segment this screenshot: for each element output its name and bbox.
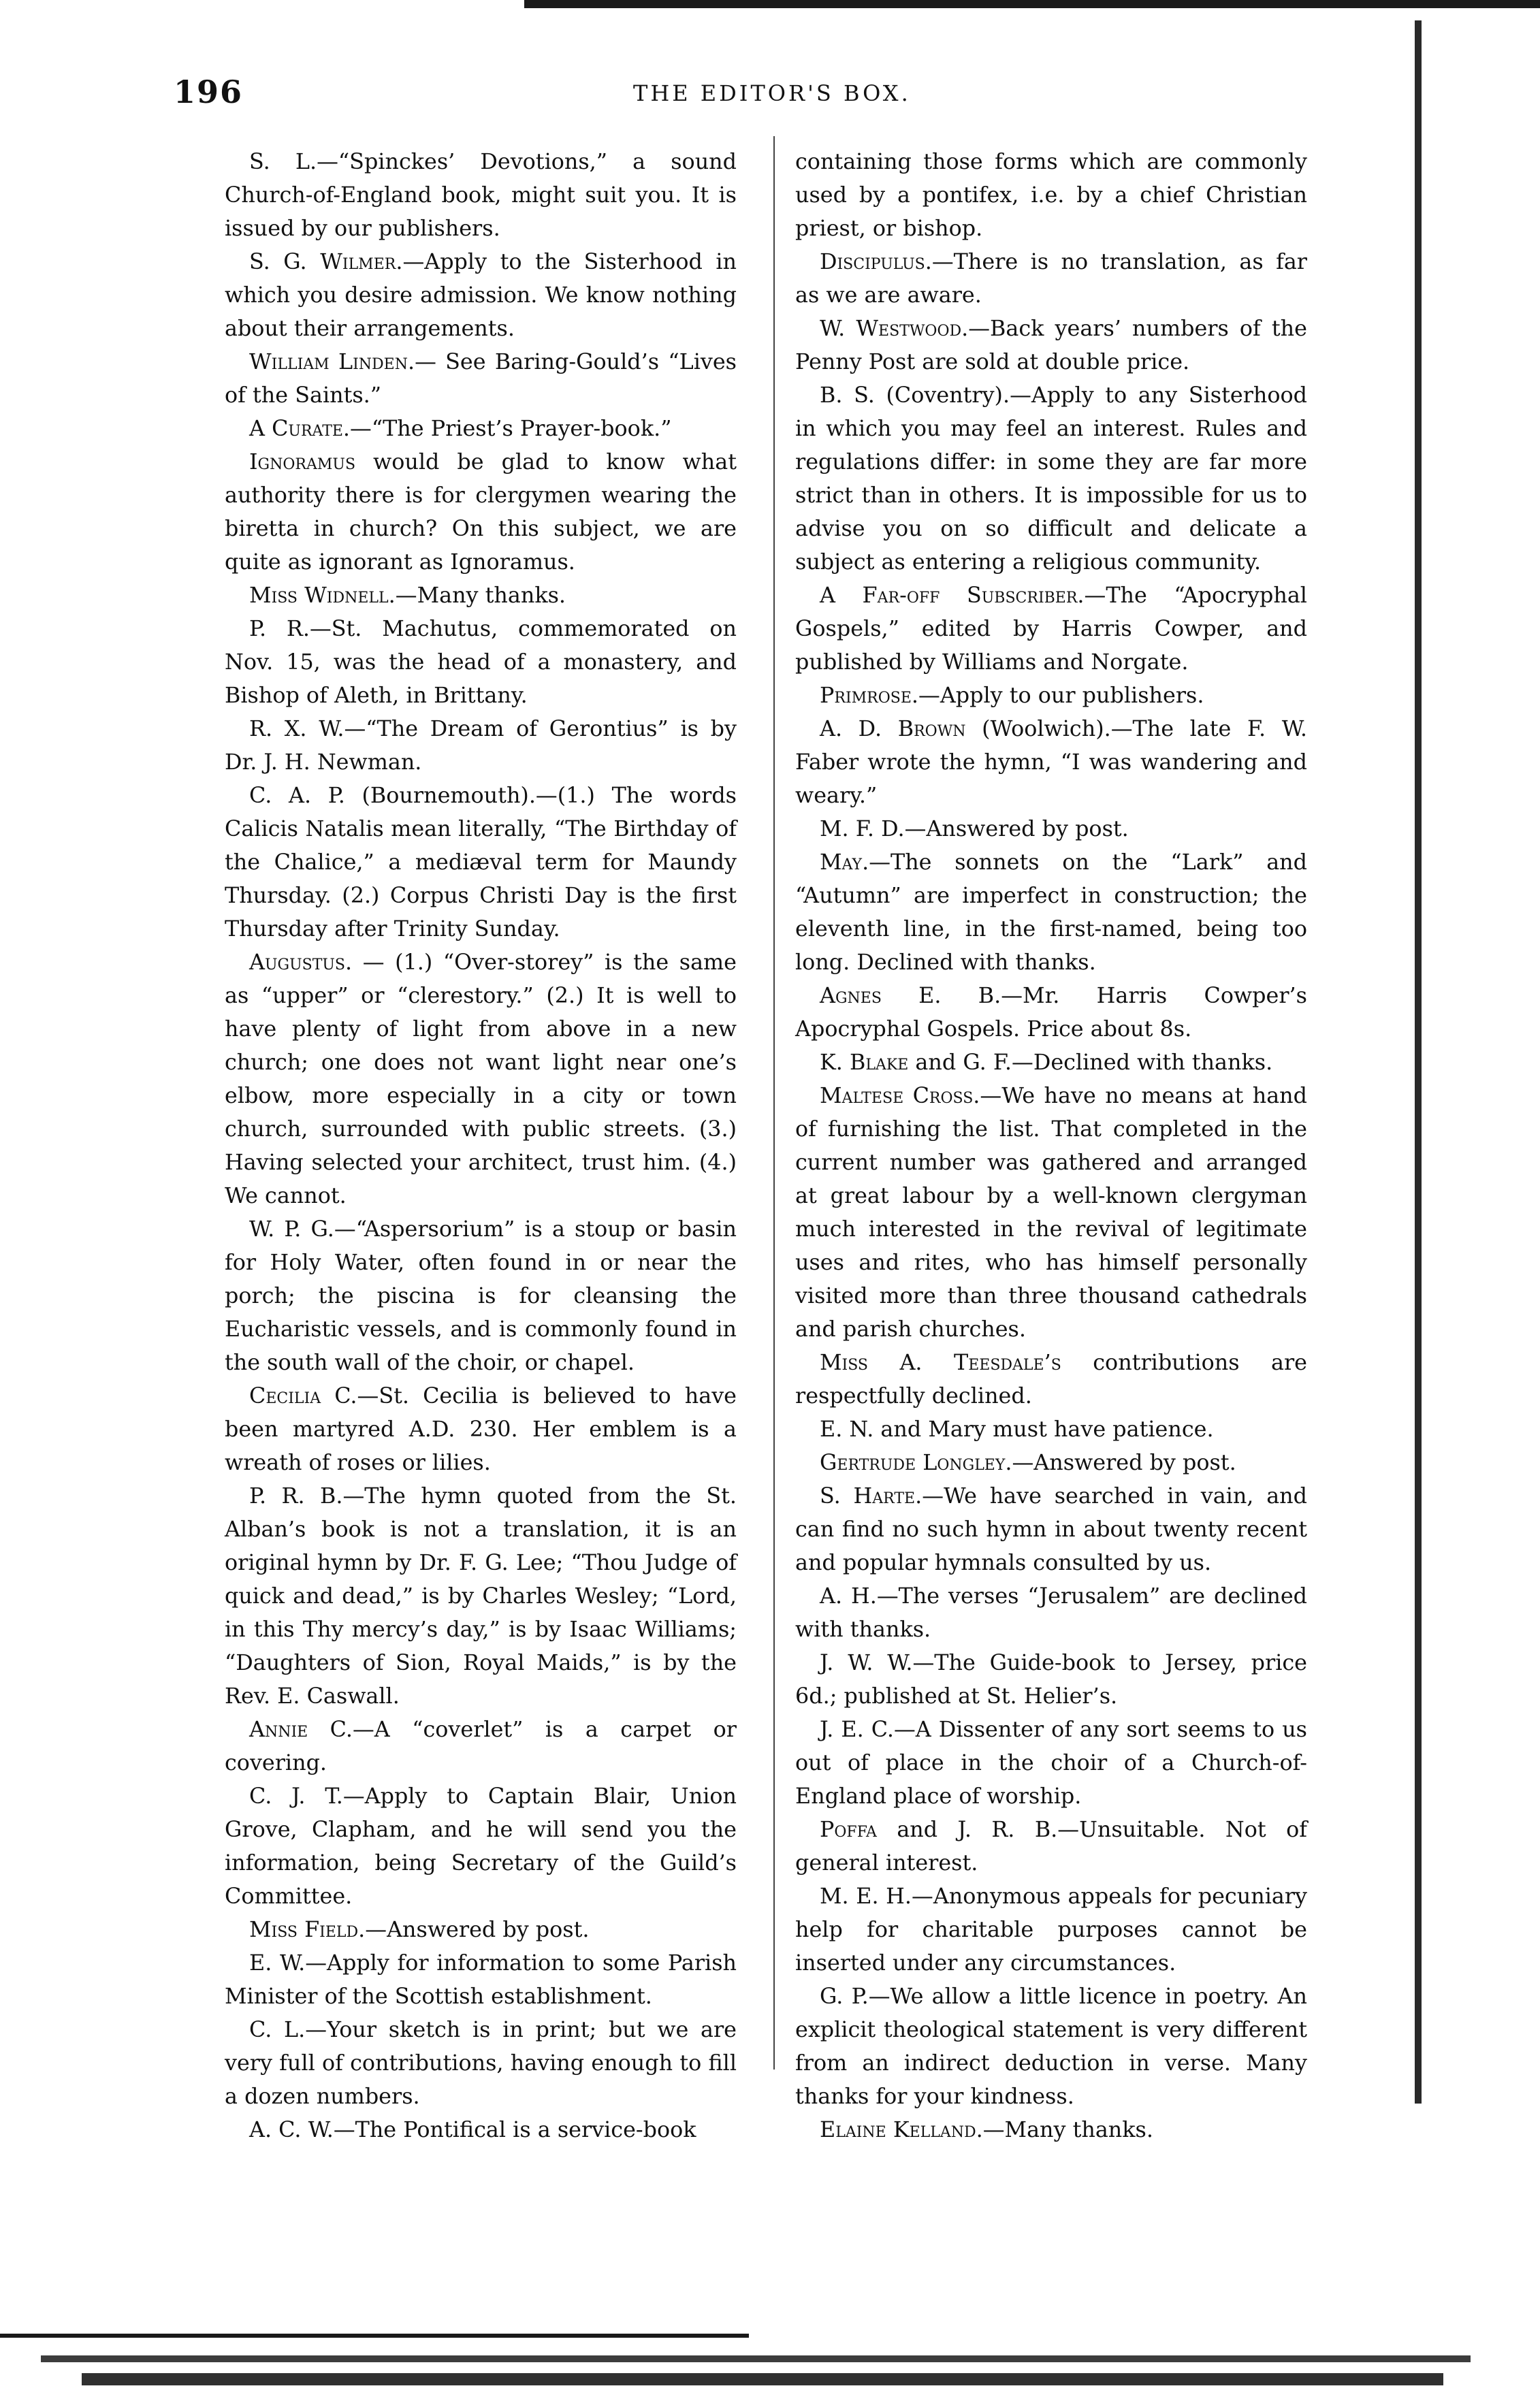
entry-reply: (Bournemouth).—(1.) The words Calicis Natalis mean literally, “The Birthday of the Chalice,” a mediæval term for Maundy Thursday. (2.) Corpus Christi Day is the first Thursday after Trinity Sunday.	[225, 783, 737, 941]
entry-reply: and Mary must have patience.	[873, 1417, 1214, 1442]
entry-correspondent: K. Blake	[820, 1050, 909, 1075]
correspondence-entry	[795, 679, 1307, 712]
correspondence-entry	[795, 1046, 1307, 1079]
bottom-scan-smear	[0, 2274, 1540, 2399]
correspondence-entry	[225, 1379, 737, 1479]
correspondence-entry	[795, 1980, 1307, 2113]
correspondence-entry	[795, 1446, 1307, 1479]
entry-correspondent: B. S.	[820, 383, 875, 408]
entry-reply: —Apply for information to some Parish Minister of the Scottish establishment.	[225, 1950, 737, 2009]
entry-reply: —Many thanks.	[982, 2117, 1153, 2142]
correspondence-entry	[795, 1346, 1307, 1413]
entry-correspondent: Poffa	[820, 1817, 877, 1842]
correspondence-entry	[225, 2013, 737, 2113]
left-column	[225, 145, 737, 2146]
entry-correspondent: R. X. W.	[249, 716, 344, 741]
entry-reply: —Answered by post.	[1012, 1450, 1236, 1475]
entry-reply: —Anonymous appeals for pecuniary help for charitable purposes cannot be inserted under any circumstances.	[795, 1884, 1307, 1976]
entry-correspondent: Augustus.	[249, 950, 353, 975]
entry-reply: (Woolwich).—The late F. W. Faber wrote the hymn, “I was wandering and weary.”	[795, 716, 1307, 808]
correspondence-entry	[795, 312, 1307, 379]
entry-reply: —A Dissenter of any sort seems to us out of place in the choir of a Church-of-England place of worship.	[795, 1717, 1307, 1809]
correspondence-entry	[795, 1813, 1307, 1880]
entry-reply: — (1.) “Over-storey” is the same as “upper” or “clerestory.” (2.) It is well to have plenty of light from above in a new church; one does not want light near one’s elbow, more especially in a city or town church, surrounded with public streets. (3.) Having selected your architect, trust him. (4.) We cannot.	[225, 950, 737, 1208]
entry-reply: and G. F.—Declined with thanks.	[908, 1050, 1273, 1075]
entry-correspondent: William Linden.	[249, 349, 415, 374]
entry-reply: —“The Priest’s Prayer-book.”	[350, 416, 672, 441]
entry-correspondent: C. L.	[249, 2017, 306, 2042]
entry-correspondent: Maltese Cross.	[820, 1083, 980, 1108]
entry-reply: —“Spinckes’ Devotions,” a sound Church-of-England book, might suit you. It is issued by our publishers.	[225, 149, 737, 241]
entry-reply: —The “Apocryphal Gospels,” edited by Harris Cowper, and published by Williams and Norgate.	[795, 583, 1307, 675]
entry-correspondent: Discipulus.	[820, 249, 932, 274]
entry-reply: —“The Dream of Gerontius” is by Dr. J. H. Newman.	[225, 716, 737, 775]
entry-reply: —The Pontifical is a service-book	[333, 2117, 696, 2142]
entry-reply: —Back years’ numbers of the Penny Post are sold at double price.	[795, 316, 1307, 374]
correspondence-entry	[225, 445, 737, 579]
correspondence-entry	[225, 345, 737, 412]
entry-correspondent: P. R.	[249, 616, 310, 641]
correspondence-entry	[795, 1880, 1307, 1980]
entry-correspondent: A Far-off Subscriber.	[820, 583, 1085, 608]
entry-correspondent: S. G. Wilmer.	[249, 249, 403, 274]
correspondence-entry	[225, 1479, 737, 1713]
entry-correspondent: E. W.	[249, 1950, 306, 1976]
correspondence-entry	[795, 145, 1307, 245]
entry-reply: —Your sketch is in print; but we are very full of contributions, having enough to fill a dozen numbers.	[225, 2017, 737, 2109]
entry-correspondent: Miss Widnell.	[249, 583, 396, 608]
entry-correspondent: E. N.	[820, 1417, 874, 1442]
entry-reply: —Mr. Harris Cowper’s Apocryphal Gospels. Price about 8s.	[795, 983, 1307, 1042]
correspondence-entry	[225, 2113, 737, 2146]
entry-reply: contributions are respectfully declined.	[795, 1350, 1307, 1408]
entry-reply: —Apply to Captain Blair, Union Grove, Clapham, and he will send you the information, being Secretary of the Guild’s Committee.	[225, 1784, 737, 1909]
entry-correspondent: C. J. T.	[249, 1784, 343, 1809]
entry-correspondent: M. F. D.	[820, 816, 905, 841]
correspondence-entry	[795, 979, 1307, 1046]
entry-correspondent: J. W. W.	[820, 1650, 913, 1675]
correspondence-entry	[795, 1579, 1307, 1646]
column-divider	[773, 136, 775, 2070]
entry-reply: —“Aspersorium” is a stoup or basin for Holy Water, often found in or near the porch; the piscina is for cleansing the Eucharistic vessels, and is commonly found in the south wall of the choir, or chapel.	[225, 1217, 737, 1375]
correspondence-entry	[795, 846, 1307, 979]
entry-reply: would be glad to know what authority there is for clergymen wearing the biretta in church? On this subject, we are quite as ignorant as Ignoramus.	[225, 449, 737, 575]
entry-reply: —Apply to our publishers.	[918, 683, 1204, 708]
entry-reply: and J. R. B.—Unsuitable. Not of general interest.	[795, 1817, 1307, 1875]
entry-correspondent: Gertrude Longley.	[820, 1450, 1012, 1475]
correspondence-entry	[225, 1212, 737, 1379]
correspondence-entry	[225, 779, 737, 946]
entry-reply: —Answered by post.	[365, 1917, 590, 1942]
entry-correspondent: A Curate.	[249, 416, 351, 441]
correspondence-entry	[795, 1079, 1307, 1346]
correspondence-entry	[795, 1646, 1307, 1713]
entry-reply: —Many thanks.	[395, 583, 566, 608]
correspondence-entry	[225, 579, 737, 612]
entry-correspondent: Annie C.	[249, 1717, 353, 1742]
entry-reply: —St. Cecilia is believed to have been martyred A.D. 230. Her emblem is a wreath of roses or lilies.	[225, 1383, 737, 1475]
entry-reply: —We allow a little licence in poetry. An explicit theological statement is very different from an indirect deduction in verse. Many thanks for your kindness.	[795, 1984, 1308, 2109]
correspondence-entry	[225, 946, 737, 1212]
correspondence-entry	[225, 245, 737, 345]
entry-correspondent: S. L.	[249, 149, 317, 174]
entry-reply: —St. Machutus, commemorated on Nov. 15, was the head of a monastery, and Bishop of Aleth, in Brittany.	[225, 616, 737, 708]
correspondence-entry	[795, 579, 1307, 679]
correspondence-entry	[795, 379, 1307, 579]
entry-correspondent: Miss Field.	[249, 1917, 366, 1942]
correspondence-entry	[795, 712, 1307, 812]
entry-correspondent: A. D. Brown	[820, 716, 966, 741]
correspondence-entry	[795, 1713, 1307, 1813]
correspondence-entry	[795, 245, 1307, 312]
correspondence-entry	[225, 412, 737, 445]
entry-reply: —We have searched in vain, and can find no such hymn in about twenty recent and popular hymnals consulted by us.	[795, 1483, 1307, 1575]
entry-correspondent: S. Harte.	[820, 1483, 923, 1509]
entry-correspondent: P. R. B.	[249, 1483, 343, 1509]
entry-reply: — See Baring-Gould’s “Lives of the Saints.”	[225, 349, 737, 408]
entry-correspondent: W. Westwood.	[820, 316, 969, 341]
correspondence-entry	[795, 1479, 1307, 1579]
entry-reply: —The Guide-book to Jersey, price 6d.; published at St. Helier’s.	[795, 1650, 1307, 1709]
entry-correspondent: J. E. C.	[820, 1717, 894, 1742]
entry-correspondent: C. A. P.	[249, 783, 345, 808]
entry-correspondent: Agnes E. B.	[820, 983, 1001, 1008]
running-title: THE EDITOR'S BOX.	[633, 80, 911, 106]
correspondence-entry	[795, 812, 1307, 846]
entry-reply: (Coventry).—Apply to any Sisterhood in which you may feel an interest. Rules and regulations differ: in some they are far more strict than in others. It is impossible for us to advise you on so difficult and delicate a subject as entering a religious community.	[795, 383, 1308, 575]
entry-reply: —There is no translation, as far as we are aware.	[795, 249, 1307, 308]
entry-reply: —The verses “Jerusalem” are declined with thanks.	[795, 1583, 1307, 1642]
correspondence-entry	[225, 1713, 737, 1780]
entry-reply: containing those forms which are commonly used by a pontifex, i.e. by a chief Christian priest, or bishop.	[795, 149, 1307, 241]
correspondence-entry	[225, 612, 737, 712]
correspondence-entry	[795, 1413, 1307, 1446]
entry-correspondent: Ignoramus	[249, 449, 356, 474]
correspondence-entry	[225, 712, 737, 779]
right-edge-rule	[1415, 20, 1422, 2104]
entry-correspondent: A. C. W.	[249, 2117, 334, 2142]
entry-correspondent: Elaine Kelland.	[820, 2117, 983, 2142]
entry-correspondent: Cecilia C.	[249, 1383, 357, 1408]
entry-correspondent: W. P. G.	[249, 1217, 334, 1242]
correspondence-entry	[225, 1946, 737, 2013]
entry-reply: —We have no means at hand of furnishing the list. That completed in the current number was gathered and arranged at great labour by a well-known clergyman much interested in the revival of legitimate uses and rites, who has himself personally visited more than three thousand cathedrals and parish churches.	[795, 1083, 1307, 1342]
entry-reply: —A “coverlet” is a carpet or covering.	[225, 1717, 737, 1775]
correspondence-entry	[225, 1913, 737, 1946]
entry-correspondent: Primrose.	[820, 683, 919, 708]
entry-reply: —The hymn quoted from the St. Alban’s book is not a translation, it is an original hymn by Dr. F. G. Lee; “Thou Judge of quick and dead,” is by Charles Wesley; “Lord, in this Thy mercy’s day,” is by Isaac Williams; “Daughters of Sion, Royal Maids,” is by the Rev. E. Caswall.	[225, 1483, 737, 1709]
entry-correspondent: G. P.	[820, 1984, 869, 2009]
page-header	[174, 74, 1345, 121]
right-column	[795, 145, 1307, 2146]
correspondence-entry	[225, 145, 737, 245]
entry-correspondent: A. H.	[820, 1583, 877, 1609]
correspondence-entry	[225, 1780, 737, 1913]
page-number: 196	[174, 74, 244, 110]
entry-correspondent: Miss A. Teesdale’s	[820, 1350, 1061, 1375]
entry-reply: —Answered by post.	[904, 816, 1129, 841]
correspondence-entry	[795, 2113, 1307, 2146]
entry-reply: —Apply to the Sisterhood in which you desire admission. We know nothing about their arrangements.	[225, 249, 737, 341]
entry-correspondent: M. E. H.	[820, 1884, 912, 1909]
entry-correspondent: May.	[820, 850, 869, 875]
entry-reply: —The sonnets on the “Lark” and “Autumn” are imperfect in construction; the eleventh line, in the first-named, being too long. Declined with thanks.	[795, 850, 1307, 975]
top-rule	[524, 0, 1540, 8]
